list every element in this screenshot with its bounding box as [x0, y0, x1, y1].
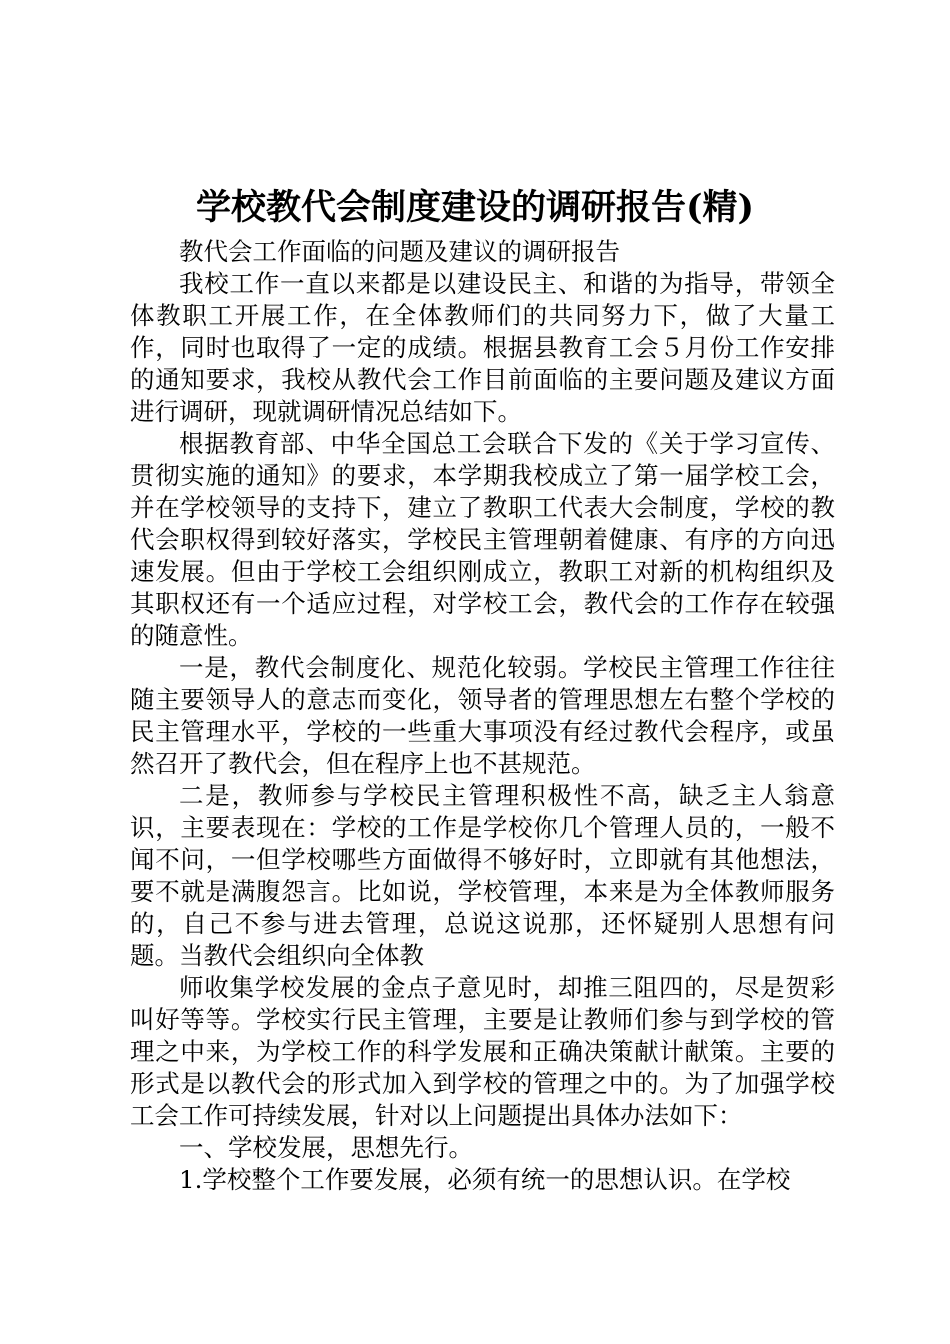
paragraph-continuation: 师收集学校发展的金点子意见时，却推三阻四的，尽是贺彩叫好等等。学校实行民主管理，主要是让教师们参与到学校的管理之中来，为学校工作的科学发展和正确决策献计献策。主要的形式是以教代会的形式加入到学校的管理之中的。为了加强学校工会工作可持续发展，针对以上问题提出具体办法如下：	[130, 973, 835, 1130]
document-title: 学校教代会制度建设的调研报告(精)	[195, 187, 755, 228]
paragraph-problem-two: 二是，教师参与学校民主管理积极性不高，缺乏主人翁意识，主要表现在：学校的工作是学校你几个管理人员的，一般不闻不问，一但学校哪些方面做得不够好时，立即就有其他想法，要不就是满腹怨言。比如说，学校管理，本来是为全体教师服务的，自己不参与进去管理，总说这说那，还怀疑别人思想有问题。当教代会组织向全体教	[130, 781, 835, 970]
paragraph-intro: 我校工作一直以来都是以建设民主、和谐的为指导，带领全体教职工开展工作，在全体教师们的共同努力下，做了大量工作，同时也取得了一定的成绩。根据县教育工会５月份工作安排的通知要求，我校从教代会工作目前面临的主要问题及建议方面进行调研，现就调研情况总结如下。	[130, 269, 835, 426]
paragraph-background: 根据教育部、中华全国总工会联合下发的《关于学习宣传、贯彻实施的通知》的要求，本学期我校成立了第一届学校工会，并在学校领导的支持下，建立了教职工代表大会制度，学校的教代会职权得到较好落实，学校民主管理朝着健康、有序的方向迅速发展。但由于学校工会组织刚成立，教职工对新的机构组织及其职权还有一个适应过程，对学校工会，教代会的工作存在较强的随意性。	[130, 429, 835, 650]
report-subtitle: 教代会工作面临的问题及建议的调研报告	[179, 237, 620, 266]
document-body	[130, 236, 835, 1196]
section-heading-one: 一、学校发展，思想先行。	[179, 1133, 473, 1162]
paragraph-problem-one: 一是，教代会制度化、规范化较弱。学校民主管理工作往往随主要领导人的意志而变化，领导者的管理思想左右整个学校的民主管理水平，学校的一些重大事项没有经过教代会程序，或虽然召开了教代会，但在程序上也不甚规范。	[130, 653, 835, 778]
paragraph-item-one: 1.学校整个工作要发展，必须有统一的思想认识。在学校	[179, 1165, 791, 1194]
